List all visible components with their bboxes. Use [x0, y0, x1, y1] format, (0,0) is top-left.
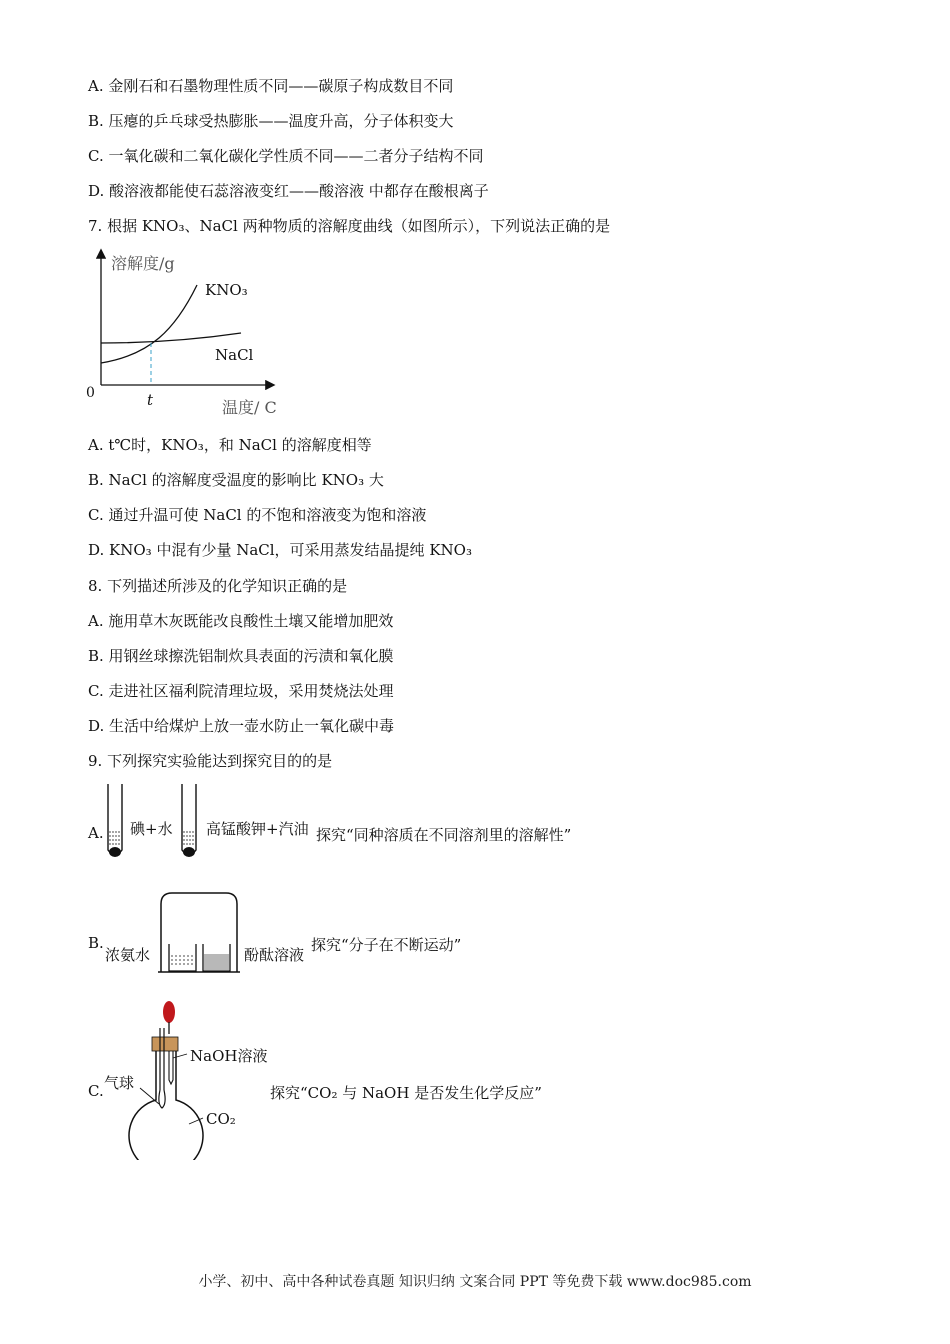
q9-b-text: 探究“分子在不断运动” [311, 936, 462, 954]
q7-option-c: C. 通过升温可使 NaCl 的不饱和溶液变为饱和溶液 [88, 506, 427, 524]
tube-2-label: 高锰酸钾+汽油 [206, 820, 309, 838]
ammonia-beaker [169, 944, 196, 971]
q6-option-c: C. 一氧化碳和二氧化碳化学性质不同——二者分子结构不同 [88, 147, 484, 165]
q6-option-a: A. 金刚石和石墨物理性质不同——碳原子构成数目不同 [88, 77, 454, 95]
balloon-label: 气球 [104, 1074, 135, 1092]
round-flask [129, 1051, 203, 1160]
dropper-bulb [163, 1001, 175, 1023]
solubility-chart [80, 245, 300, 420]
q8-option-c: C. 走进社区福利院清理垃圾，采用焚烧法处理 [88, 682, 394, 700]
q8-stem: 8. 下列描述所涉及的化学知识正确的是 [88, 577, 348, 595]
tube-1-label: 碘+水 [130, 820, 173, 838]
kno3-series-label: KNO₃ [205, 281, 248, 299]
x-axis-label: 温度/ C [222, 398, 277, 417]
ammonia-label: 浓氨水 [105, 946, 151, 964]
bell-jar-diagram [158, 890, 240, 975]
q9-stem: 9. 下列探究实验能达到探究目的的是 [88, 752, 333, 770]
q7-option-d: D. KNO₃ 中混有少量 NaCl，可采用蒸发结晶提纯 KNO₃ [88, 541, 472, 559]
balloon [159, 1090, 165, 1108]
y-axis-label: 溶解度/g [111, 254, 175, 273]
x-tick-t: t [147, 391, 154, 409]
origin-label: 0 [86, 385, 95, 401]
q7-stem: 7. 根据 KNO₃、NaCl 两种物质的溶解度曲线（如图所示），下列说法正确的是 [88, 217, 611, 235]
q8-option-a: A. 施用草木灰既能改良酸性土壤又能增加肥效 [88, 612, 394, 630]
tube-2-solid [183, 847, 195, 857]
tube-2-liquid [183, 832, 195, 844]
q9-c-text: 探究“CO₂ 与 NaOH 是否发生化学反应” [270, 1084, 542, 1102]
q9-b-letter: B. [88, 934, 104, 952]
tube-1-solid [109, 847, 121, 857]
co2-label: CO₂ [206, 1110, 236, 1128]
q9-c-letter: C. [88, 1082, 104, 1100]
q6-option-d: D. 酸溶液都能使石蕊溶液变红——酸溶液 中都存在酸根离子 [88, 182, 489, 200]
q9-a-text: 探究“同种溶质在不同溶剂里的溶解性” [316, 826, 572, 844]
flask-diagram [125, 1000, 245, 1160]
phenolphthalein-label: 酚酞溶液 [244, 946, 305, 964]
kno3-curve [101, 285, 197, 363]
phenolphthalein-liquid [204, 954, 229, 970]
q9-a-letter: A. [88, 824, 104, 842]
nacl-curve [101, 333, 241, 343]
ammonia-liquid [171, 956, 194, 964]
q8-option-b: B. 用钢丝球擦洗铝制炊具表面的污渍和氧化膜 [88, 647, 394, 665]
naoh-label: NaOH溶液 [190, 1047, 268, 1065]
q7-option-a: A. t℃时，KNO₃，和 NaCl 的溶解度相等 [88, 436, 372, 454]
rubber-stopper [152, 1037, 178, 1051]
q7-option-b: B. NaCl 的溶解度受温度的影响比 KNO₃ 大 [88, 471, 384, 489]
nacl-series-label: NaCl [215, 346, 254, 364]
q8-option-d: D. 生活中给煤炉上放一壶水防止一氧化碳中毒 [88, 717, 395, 735]
q6-option-b: B. 压瘪的乒乓球受热膨胀——温度升高，分子体积变大 [88, 112, 454, 130]
page-footer: 小学、初中、高中各种试卷真题 知识归纳 文案合同 PPT 等免费下载 www.doc985.com [198, 1274, 752, 1290]
